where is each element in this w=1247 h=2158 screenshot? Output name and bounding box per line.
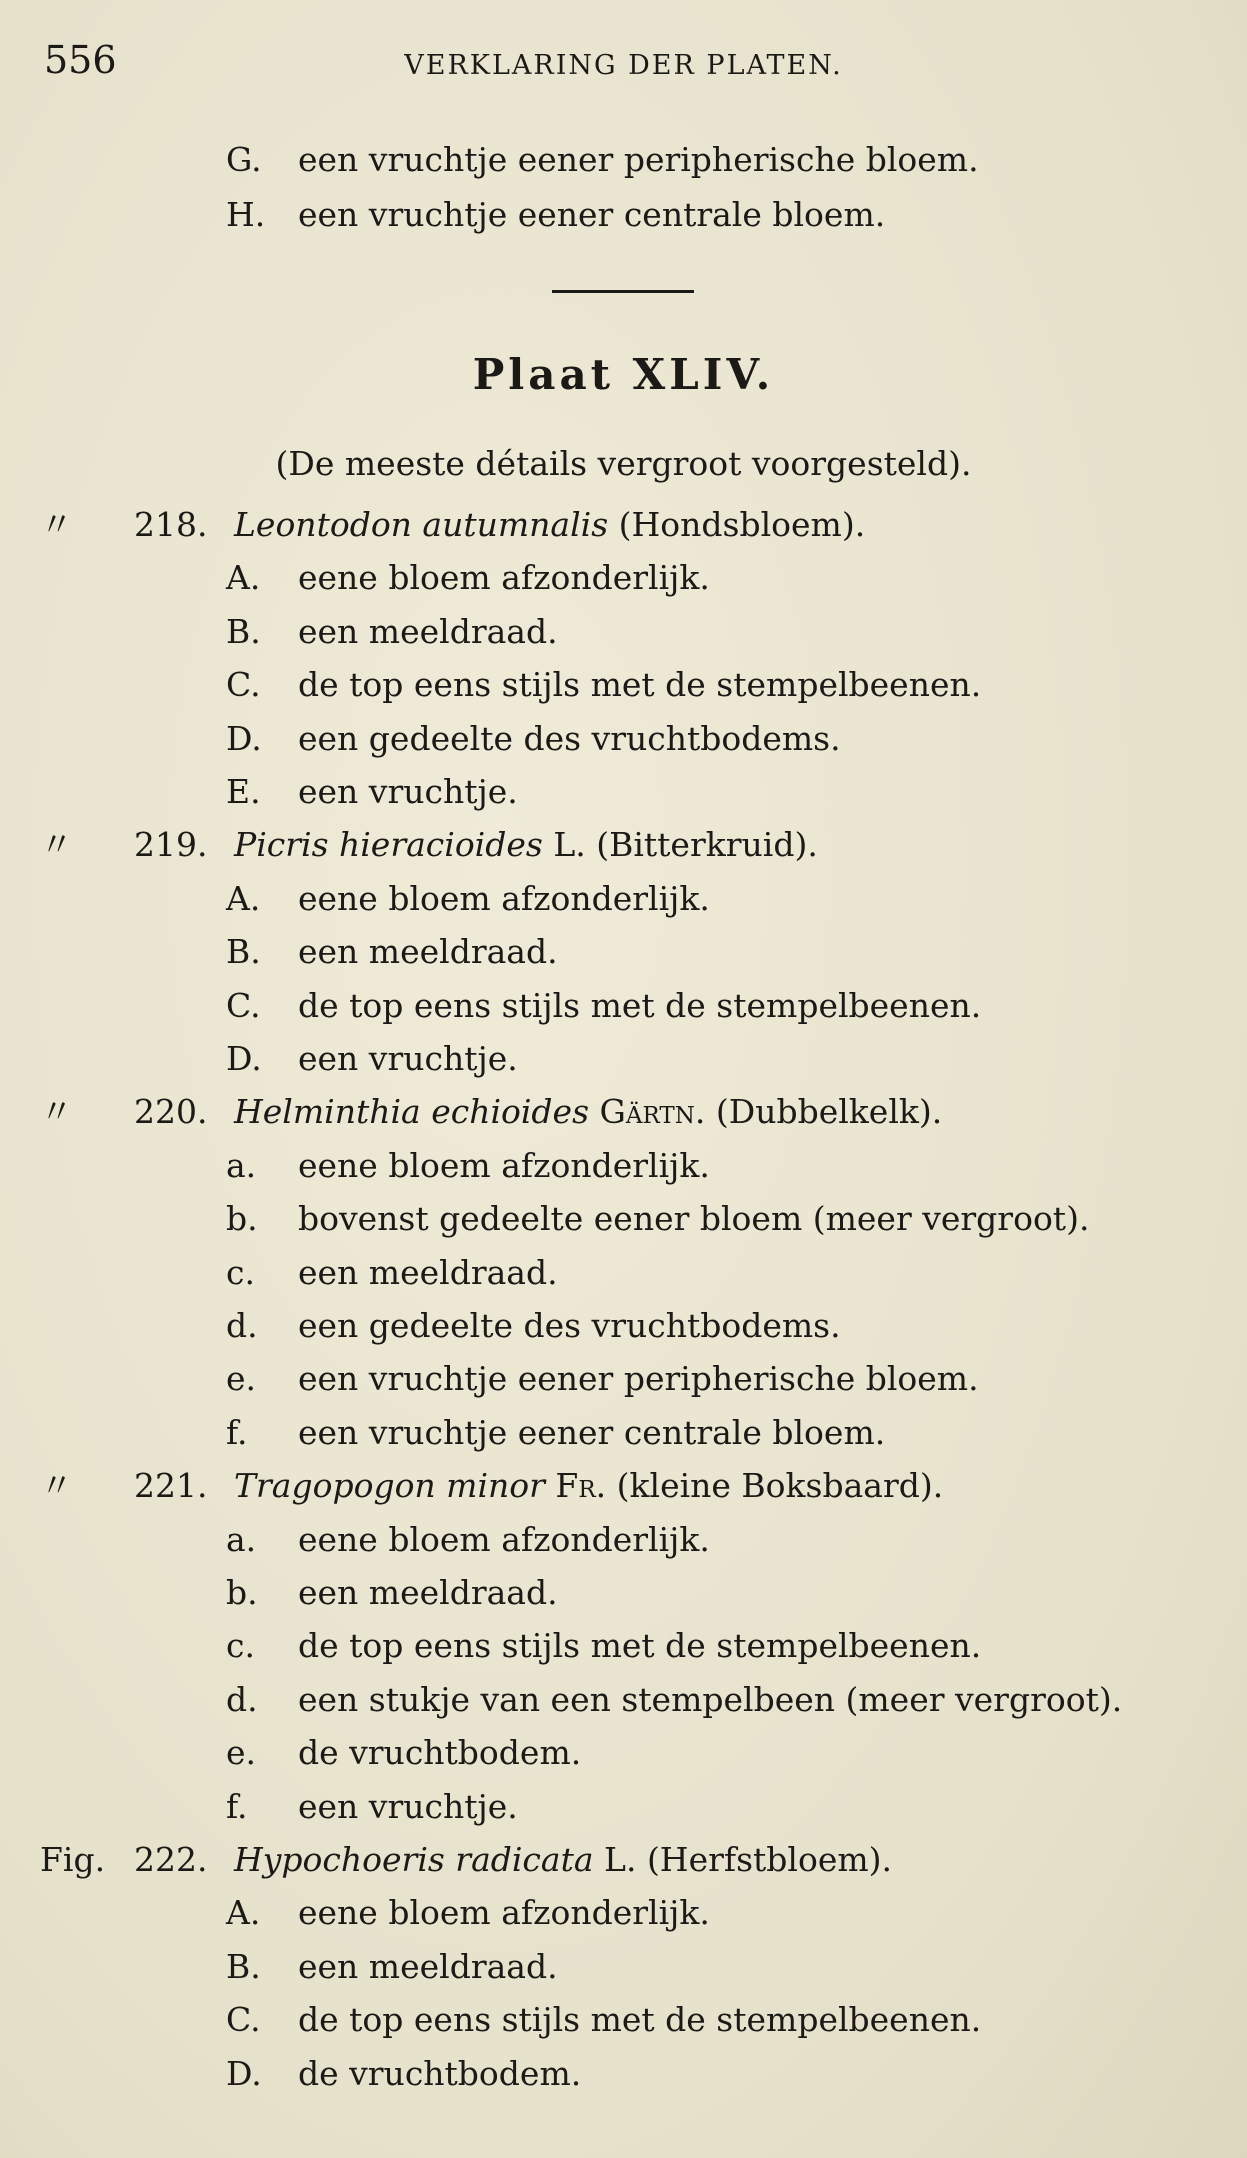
common-name: (Hondsbloem). xyxy=(618,505,866,544)
item-text: een stukje van een stempelbeen (meer vergroot). xyxy=(298,1679,1123,1719)
figure-item-line xyxy=(0,1141,1247,1191)
scientific-name: Picris hieracioides xyxy=(234,825,543,865)
item-label: f. xyxy=(226,1412,248,1452)
item-label: C. xyxy=(226,665,261,705)
plate-subtitle: (De meeste détails vergroot voorgesteld). xyxy=(275,444,972,483)
figure-prefix: Fig. xyxy=(40,1840,106,1879)
figure-item-line xyxy=(0,135,1247,185)
figure-item-line xyxy=(0,1888,1247,1938)
figure-item-line xyxy=(0,1568,1247,1618)
item-label: d. xyxy=(226,1306,258,1345)
item-text: een vruchtje. xyxy=(298,1039,518,1078)
page-header xyxy=(40,38,1207,88)
figure-prefix: 〃 xyxy=(40,1092,73,1132)
figure-item-line xyxy=(0,1354,1247,1404)
item-text: een gedeelte des vruchtbodems. xyxy=(298,718,841,758)
item-label: C. xyxy=(226,985,261,1025)
item-label: A. xyxy=(226,1893,261,1933)
item-label: b. xyxy=(226,1199,258,1239)
figure-item-line xyxy=(0,660,1247,710)
figure-heading-line xyxy=(0,1087,1247,1137)
item-label: c. xyxy=(226,1252,255,1292)
item-text: een vruchtje eener peripherische bloem. xyxy=(298,140,979,179)
figure-heading-line xyxy=(0,1461,1247,1511)
figure-title xyxy=(234,500,865,550)
figure-number: 221. xyxy=(134,1466,208,1506)
scientific-name: Tragopogon minor xyxy=(234,1466,545,1506)
figure-item-line xyxy=(0,714,1247,764)
common-name: (Dubbelkelk). xyxy=(715,1092,943,1132)
item-label: A. xyxy=(226,878,261,918)
item-text: een meeldraad. xyxy=(298,1573,558,1612)
figure-heading-line xyxy=(0,500,1247,550)
common-name: (Bitterkruid). xyxy=(596,825,818,865)
author-abbrev: Gärtn. xyxy=(599,1092,706,1132)
figure-item-line xyxy=(0,927,1247,977)
scientific-name: Hypochoeris radicata xyxy=(234,1840,594,1879)
item-text: eene bloem afzonderlijk. xyxy=(298,878,710,918)
item-label: B. xyxy=(226,932,261,972)
figure-item-line xyxy=(0,1408,1247,1458)
page-number: 556 xyxy=(44,38,117,82)
item-label: e. xyxy=(226,1359,257,1399)
figure-title xyxy=(234,1835,892,1885)
item-text: een meeldraad. xyxy=(298,1252,558,1292)
figure-prefix: 〃 xyxy=(40,505,73,544)
item-label: f. xyxy=(226,1786,248,1826)
figure-item-line xyxy=(0,981,1247,1031)
item-text: een vruchtje. xyxy=(298,1786,518,1826)
item-text: eene bloem afzonderlijk. xyxy=(298,1519,710,1559)
figure-heading-line xyxy=(0,820,1247,870)
figure-item-line xyxy=(0,1194,1247,1244)
item-text: de top eens stijls met de stempelbeenen. xyxy=(298,665,982,705)
figure-item-line xyxy=(0,1942,1247,1992)
item-label: a. xyxy=(226,1519,257,1559)
figure-item-line xyxy=(0,1301,1247,1351)
figure-prefix: 〃 xyxy=(40,825,73,865)
item-text: een vruchtje. xyxy=(298,772,518,811)
figure-item-line xyxy=(0,1728,1247,1778)
figure-title xyxy=(234,1087,942,1137)
figure-number: 218. xyxy=(134,505,208,544)
item-text: eene bloem afzonderlijk. xyxy=(298,1893,710,1933)
figure-item-line xyxy=(0,2049,1247,2099)
common-name: (kleine Boksbaard). xyxy=(616,1466,944,1506)
item-label: D. xyxy=(226,718,262,758)
item-text: een vruchtje eener centrale bloem. xyxy=(298,1412,886,1452)
plate-title: Plaat XLIV. xyxy=(472,350,775,399)
item-label: D. xyxy=(226,1039,262,1078)
item-label: G. xyxy=(226,140,262,179)
common-name: (Herfstbloem). xyxy=(646,1840,893,1879)
item-label: c. xyxy=(226,1626,255,1666)
section-divider xyxy=(552,290,694,293)
figure-item-line xyxy=(0,1621,1247,1671)
item-label: B. xyxy=(226,1946,261,1986)
figure-number: 220. xyxy=(134,1092,208,1132)
figure-item-line xyxy=(0,1034,1247,1084)
item-text: bovenst gedeelte eener bloem (meer vergroot). xyxy=(298,1199,1090,1239)
author-abbrev: L. xyxy=(553,825,586,865)
item-label: A. xyxy=(226,558,261,598)
figure-number: 219. xyxy=(134,825,208,865)
item-label: b. xyxy=(226,1573,258,1612)
figure-item-line xyxy=(0,607,1247,657)
figure-item-line xyxy=(0,1248,1247,1298)
item-text: de vruchtbodem. xyxy=(298,2053,582,2093)
item-text: een gedeelte des vruchtbodems. xyxy=(298,1306,841,1345)
figure-number: 222. xyxy=(134,1840,208,1879)
figure-title xyxy=(234,1461,943,1511)
figure-item-line xyxy=(0,1515,1247,1565)
figure-item-line xyxy=(0,190,1247,240)
item-label: D. xyxy=(226,2053,262,2093)
item-label: d. xyxy=(226,1679,258,1719)
item-text: een meeldraad. xyxy=(298,932,558,972)
figure-item-line xyxy=(0,767,1247,817)
item-label: H. xyxy=(226,195,266,234)
item-text: een meeldraad. xyxy=(298,611,558,651)
item-label: a. xyxy=(226,1145,257,1185)
figure-item-line xyxy=(0,1995,1247,2045)
item-text: eene bloem afzonderlijk. xyxy=(298,1145,710,1185)
figure-item-line xyxy=(0,1675,1247,1725)
figure-item-line xyxy=(0,874,1247,924)
item-text: een meeldraad. xyxy=(298,1946,558,1986)
figure-item-line xyxy=(0,1782,1247,1832)
item-label: E. xyxy=(226,772,261,811)
figure-prefix: 〃 xyxy=(40,1466,73,1506)
item-text: de top eens stijls met de stempelbeenen. xyxy=(298,985,982,1025)
item-text: de top eens stijls met de stempelbeenen. xyxy=(298,1626,982,1666)
item-text: de top eens stijls met de stempelbeenen. xyxy=(298,2000,982,2040)
item-label: e. xyxy=(226,1733,257,1773)
item-text: de vruchtbodem. xyxy=(298,1733,582,1773)
figure-heading-line xyxy=(0,1835,1247,1885)
item-text: een vruchtje eener centrale bloem. xyxy=(298,195,886,234)
author-abbrev: L. xyxy=(604,1840,637,1879)
running-head: VERKLARING DER PLATEN. xyxy=(404,50,843,81)
figure-title xyxy=(234,820,818,870)
item-label: B. xyxy=(226,611,261,651)
scientific-name: Leontodon autumnalis xyxy=(234,505,609,544)
figure-item-line xyxy=(0,553,1247,603)
item-text: een vruchtje eener peripherische bloem. xyxy=(298,1359,979,1399)
item-text: eene bloem afzonderlijk. xyxy=(298,558,710,598)
author-abbrev: Fr. xyxy=(555,1466,607,1506)
item-label: C. xyxy=(226,2000,261,2040)
scientific-name: Helminthia echioides xyxy=(234,1092,590,1132)
